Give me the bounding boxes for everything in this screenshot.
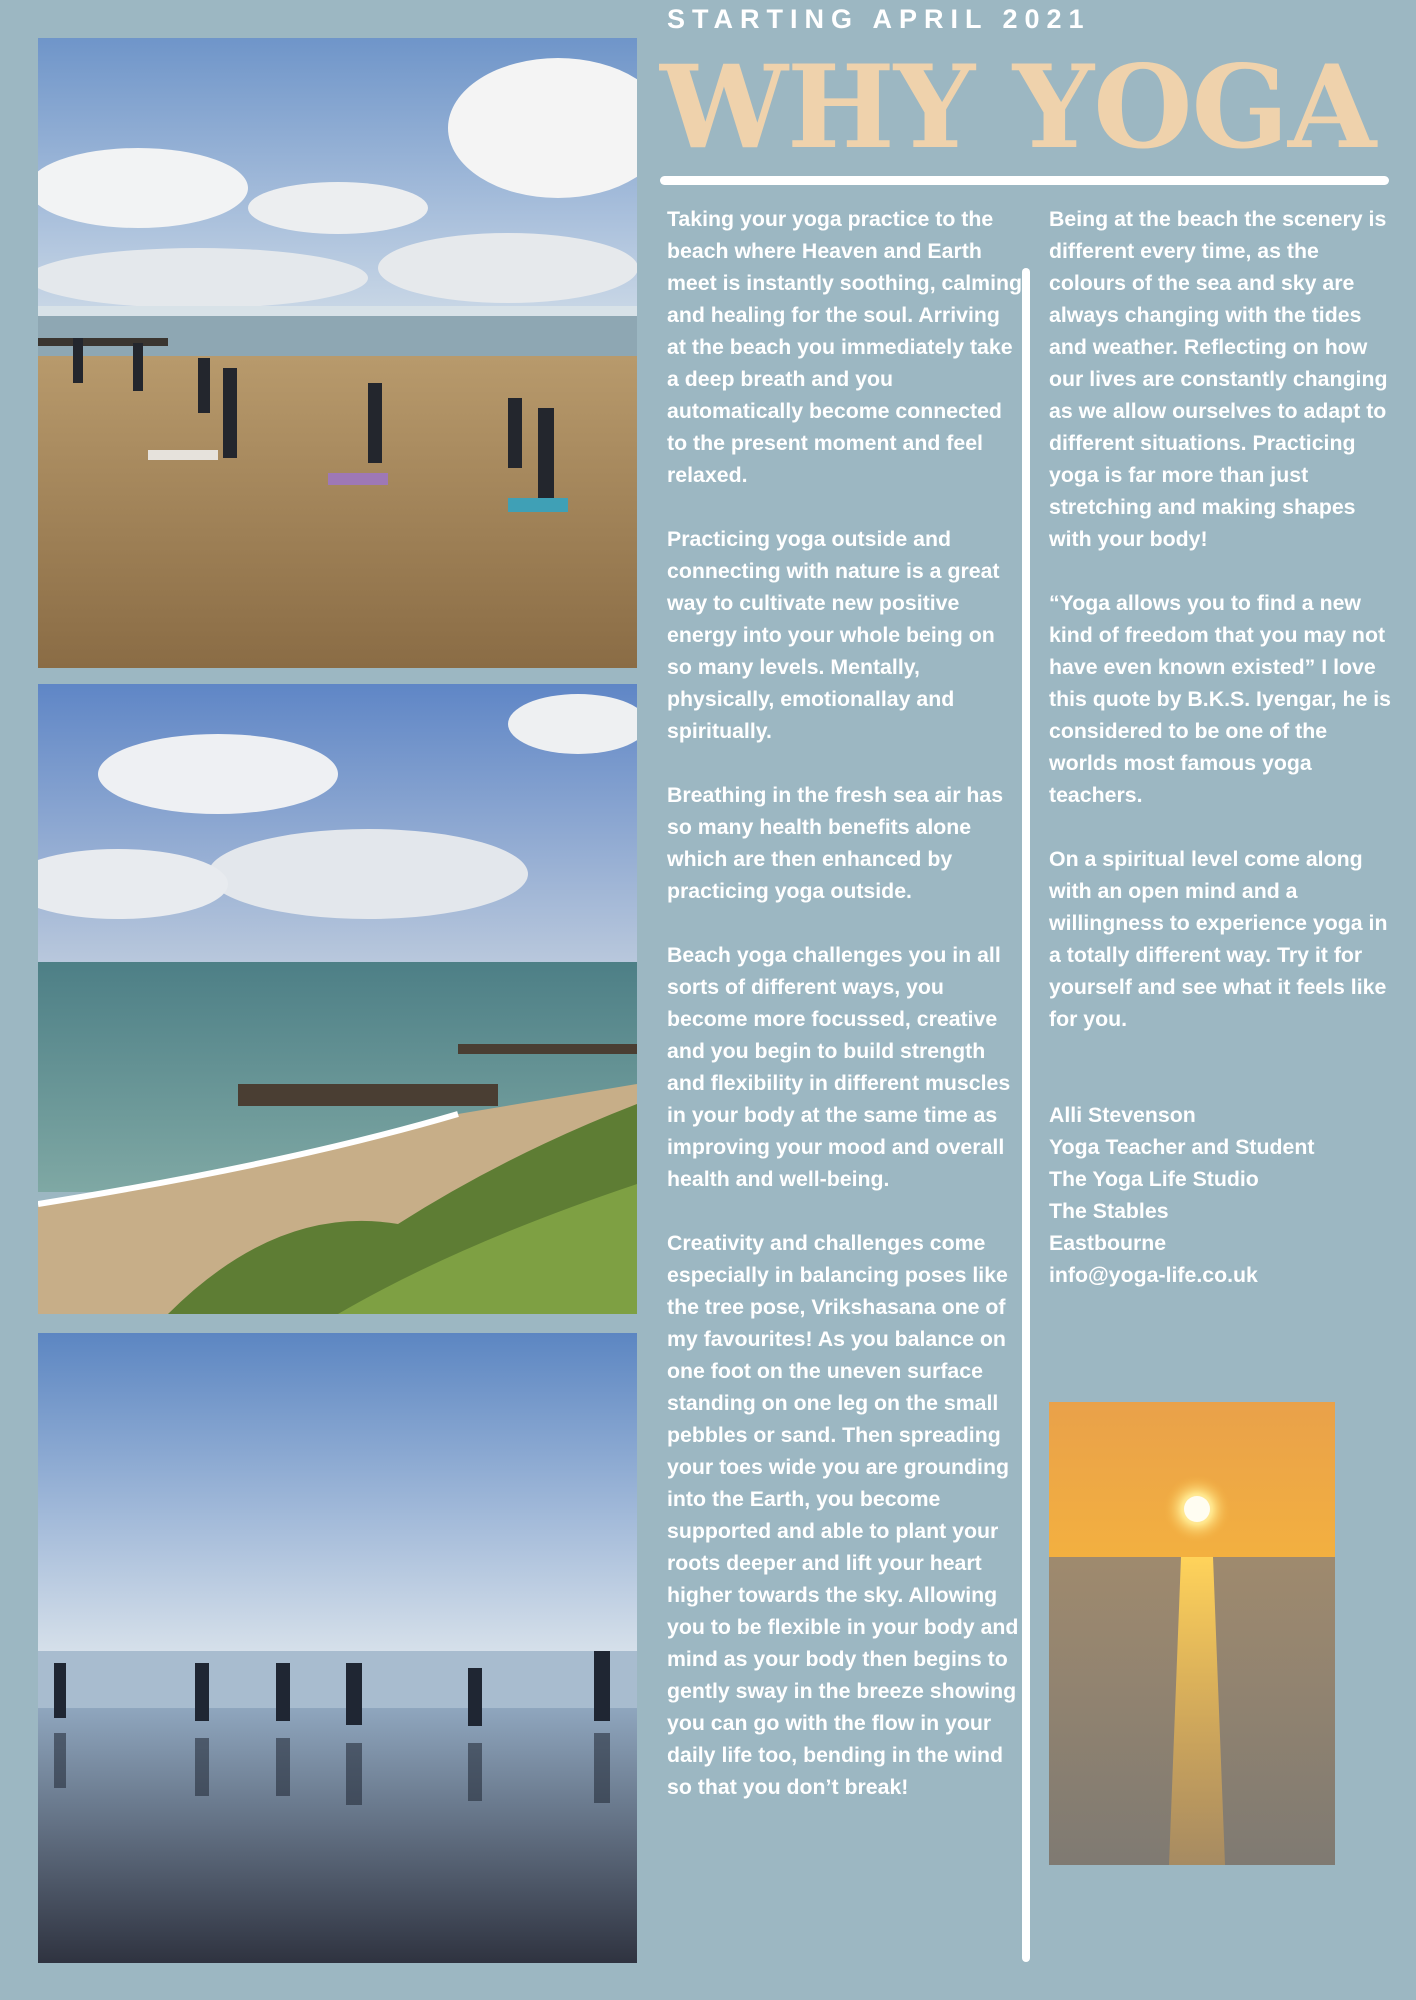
paragraph: Taking your yoga practice to the beach where Heaven and Earth meet is instantly soothing, calming and healing for the soul. Arriving at the beach you immediately take a deep breath and you automatically become connected to the present moment and feel relaxed. — [667, 207, 1023, 487]
seascape-photo — [38, 684, 637, 1314]
text-column-left — [667, 203, 1023, 1835]
page-title: WHY YOGA — [660, 40, 1376, 174]
town-name: Eastbourne — [1049, 1231, 1167, 1255]
paragraph: Beach yoga challenges you in all sorts of different ways, you become more focussed, creative and you begin to build strength and flexibility in different muscles in your body at the same time as improving your mood and overall health and well-being. — [667, 943, 1011, 1191]
beach-yoga-group-photo — [38, 38, 637, 668]
text-column-right — [1049, 203, 1399, 1291]
paragraph: Breathing in the fresh sea air has so many health benefits alone which are then enhanced by practicing yoga outside. — [667, 783, 1004, 903]
author-name: Alli Stevenson — [1049, 1103, 1196, 1127]
title-divider — [660, 176, 1389, 185]
signature-block — [1049, 1099, 1399, 1291]
paragraph: On a spiritual level come along with an open mind and a willingness to experience yoga in a totally different way. Try it for yourself and see what it feels like for you. — [1049, 847, 1388, 1031]
paragraph: Practicing yoga outside and connecting with nature is a great way to cultivate new positive energy into your whole being on so many levels. Mentally, physically, emotionallay and spiritually. — [667, 527, 1000, 743]
sunset-photo — [1049, 1402, 1335, 1865]
author-role: Yoga Teacher and Student — [1049, 1135, 1315, 1159]
column-divider — [1022, 268, 1030, 1962]
paragraph: Being at the beach the scenery is different every time, as the colours of the sea and sky are always changing with the tides and weather. Reflecting on how our lives are constantly changing as we allow ourselves to adapt to different situations. Practicing yoga is far more than just stretching and making shapes with your body! — [1049, 207, 1388, 551]
paragraph: Creativity and challenges come especially in balancing poses like the tree pose, Vrikshasana one of my favourites! As you balance on one foot on the uneven surface standing on one leg on the small pebbles or sand. Then spreading your toes wide you are grounding into the Earth, you become supported and able to plant your roots deeper and lift your heart higher towards the sky. Allowing you to be flexible in your body and mind as your body then begins to gently sway in the breeze showing you can go with the flow in your daily life too, bending in the wind so that you don’t break! — [667, 1231, 1019, 1799]
quote-paragraph: “Yoga allows you to find a new kind of freedom that you may not have even known existed” I love this quote by B.K.S. Iyengar, he is considered to be one of the worlds most famous yoga teachers. — [1049, 591, 1392, 807]
silhouettes-shoreline-photo — [38, 1333, 637, 1963]
studio-name: The Yoga Life Studio — [1049, 1167, 1259, 1191]
venue-name: The Stables — [1049, 1199, 1169, 1223]
contact-email: info@yoga-life.co.uk — [1049, 1263, 1258, 1287]
start-date-kicker: STARTING APRIL 2021 — [667, 4, 1091, 34]
